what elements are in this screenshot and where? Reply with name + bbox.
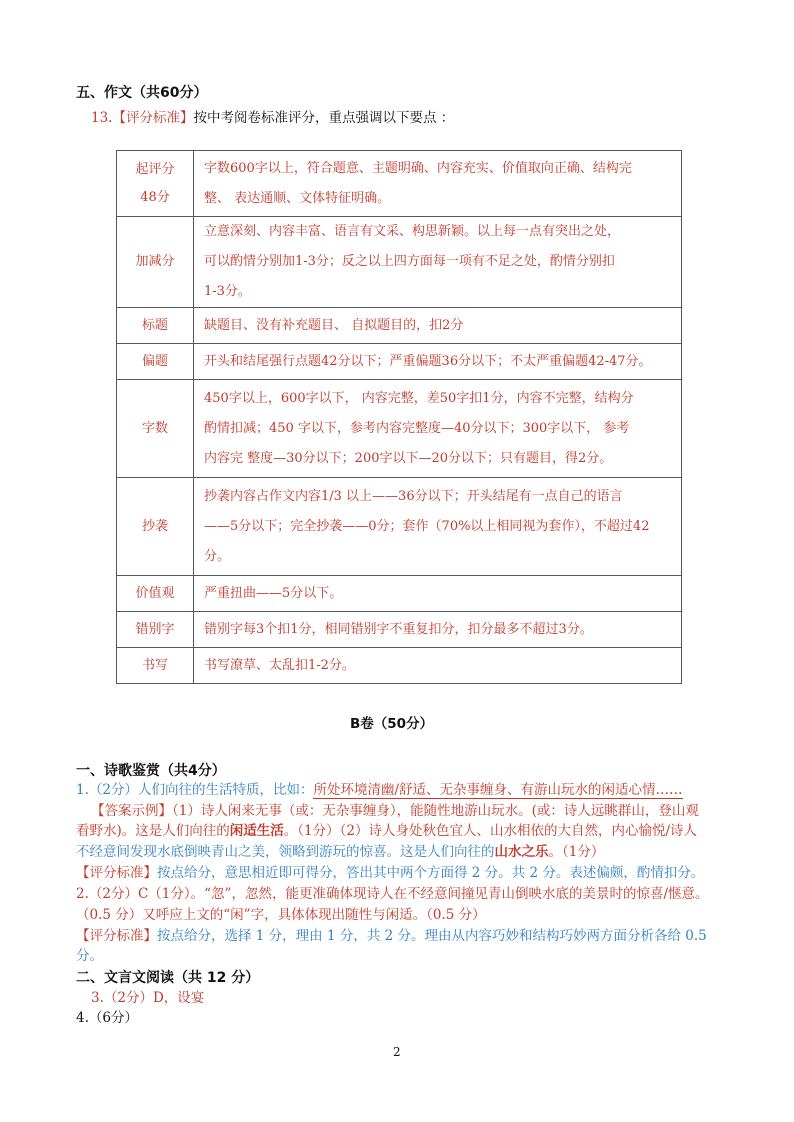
rubric-criteria-line: 严重扭曲——5分以下。 xyxy=(204,585,343,601)
rubric-criteria-line: 450字以上，600字以下， 内容完整，差50字扣1分，内容不完整，结构分 xyxy=(204,390,634,406)
scoring-rubric-table xyxy=(116,150,682,684)
rubric-label xyxy=(117,612,194,648)
rubric-label-line: 错别字 xyxy=(135,621,175,637)
q1-standard-tag: 【评分标准】 xyxy=(76,865,157,881)
rubric-criteria xyxy=(194,576,682,612)
rubric-criteria-line: 开头和结尾强行点题42分以下；严重偏题36分以下；不太严重偏题42-47分。 xyxy=(204,353,652,369)
rubric-criteria-line: 分。 xyxy=(204,548,231,564)
rubric-criteria-line: 内容完 整度—30分以下；200字以下—20分以下；只有题目，得2分。 xyxy=(204,450,613,466)
example-text-3c: 。（1分） xyxy=(548,844,605,860)
q13-text: 按中考阅卷标准评分，重点强调以下要点 ： xyxy=(193,110,455,126)
rubric-criteria-line: 立意深刻、内容丰富、语言有文采、构思新颖。以上每一点有突出之处， xyxy=(204,224,621,239)
rubric-label xyxy=(117,151,194,217)
rubric-row xyxy=(117,308,682,344)
example-text-1: （1）诗人闲来无事（或：无杂事缠身），能随性地游山玩水。(或：诗人远眺群山，登山观 xyxy=(172,803,699,819)
example-text-2a: 看野水)。这是人们向往的 xyxy=(76,823,230,839)
q2-standard-text-1: 按点给分，选择 1 分，理由 1 分，共 2 分。理由从内容巧妙和结构巧妙两方面分析各给 0.5 xyxy=(157,928,707,944)
q2-standard-tag: 【评分标准】 xyxy=(76,928,157,944)
rubric-label xyxy=(117,478,194,576)
q2-line-1: 2.（2分）C（1分）。“忽”，忽然，能更准确体现诗人在不经意间撞见青山倒映水底的美景时的惊喜/惬意。 xyxy=(76,886,709,902)
rubric-label xyxy=(117,648,194,684)
rubric-label xyxy=(117,344,194,380)
page-number: 2 xyxy=(393,1045,401,1059)
rubric-criteria-line: 抄袭内容占作文内容1/3 以上——36分以下；开头结尾有一点自己的语言 xyxy=(204,488,623,504)
section-heading-classical: 二、文言文阅读（共 12 分） xyxy=(76,970,260,986)
rubric-row xyxy=(117,648,682,684)
rubric-criteria xyxy=(194,380,682,478)
rubric-label xyxy=(117,217,194,308)
section-b-title: B卷（50分） xyxy=(350,716,434,732)
rubric-criteria-line: 书写潦草、太乱扣1-2分。 xyxy=(204,657,355,673)
rubric-criteria xyxy=(194,648,682,684)
q1-underlined-answer: 所处环境清幽/舒适、无杂事缠身、有游山玩水的闲适心情…… xyxy=(313,782,683,798)
rubric-criteria xyxy=(194,217,682,308)
rubric-label-line: 抄袭 xyxy=(141,518,168,534)
rubric-criteria xyxy=(194,308,682,344)
rubric-label xyxy=(117,308,194,344)
example-tag: 【答案示例】 xyxy=(91,803,172,819)
example-line-3 xyxy=(76,843,604,862)
q13-number: 13. xyxy=(91,110,113,126)
rubric-label-line: 字数 xyxy=(141,420,168,436)
rubric-row xyxy=(117,478,682,576)
rubric-label-line: 加减分 xyxy=(135,254,175,269)
rubric-label-line: 偏题 xyxy=(141,353,168,369)
rubric-row xyxy=(117,612,682,648)
rubric-row xyxy=(117,151,682,217)
rubric-criteria-line: ——5分以下；完全抄袭——0分；套作（70%以上相同视为套作），不超过42 xyxy=(204,518,650,534)
rubric-criteria-line: 缺题目、没有补充题目、 自拟题目的，扣2分 xyxy=(204,317,464,333)
rubric-label xyxy=(117,380,194,478)
q1-line xyxy=(76,781,683,800)
rubric-row xyxy=(117,576,682,612)
q2-standard-text-2: 分。 xyxy=(76,948,103,964)
example-text-2c: 。（1分）（2）诗人身处秋色宜人、山水相依的大自然，内心愉悦/诗人 xyxy=(283,823,698,839)
rubric-label-line: 48分 xyxy=(140,189,170,205)
rubric-criteria xyxy=(194,344,682,380)
rubric-label-line: 价值观 xyxy=(135,585,175,601)
rubric-label-line: 起评分 xyxy=(135,161,175,177)
q4-line: 4.（6分） xyxy=(76,1010,138,1026)
example-keyword-leisure: 闲适生活 xyxy=(229,823,284,839)
rubric-label xyxy=(117,576,194,612)
q3-line: 3.（2分）D，设宴 xyxy=(91,990,205,1006)
example-keyword-landscape: 山水之乐 xyxy=(494,844,549,860)
rubric-criteria-line: 酌情扣减；450 字以下，参考内容完整度—40分以下；300字以下， 参考 xyxy=(204,420,630,436)
q2-standard-line xyxy=(76,927,707,946)
rubric-row xyxy=(117,344,682,380)
example-line-2 xyxy=(76,822,697,841)
rubric-label-line: 书写 xyxy=(141,657,168,673)
rubric-row xyxy=(117,217,682,308)
rubric-criteria-line: 字数600字以上，符合题意、主题明确、内容充实、价值取向正确、结构完 xyxy=(204,160,632,176)
q1-standard-text: 按点给分，意思相近即可得分，答出其中两个方面得 2 分。共 2 分。表述偏颇，酌情扣分。 xyxy=(157,865,705,881)
q2-line-2: （0.5 分）又呼应上文的“闲”字，具体体现出随性与闲适。（0.5 分） xyxy=(76,907,486,923)
rubric-criteria xyxy=(194,612,682,648)
section-heading-poetry: 一、诗歌鉴赏（共4分） xyxy=(76,763,226,779)
example-line-1 xyxy=(91,802,699,821)
rubric-criteria-line: 可以酌情分别加1-3分；反之以上四方面每一项有不足之处，酌情分别扣 xyxy=(204,254,615,269)
rubric-label-line: 标题 xyxy=(141,317,168,333)
q1-prefix: 1.（2分）人们向往的生活特质，比如： xyxy=(76,782,314,798)
example-text-3a: 不经意间发现水底倒映青山之美，领略到游玩的惊喜。这是人们向往的 xyxy=(76,844,495,860)
rubric-row xyxy=(117,380,682,478)
rubric-criteria-line: 整、 表达通顺、文体特征明确。 xyxy=(204,190,391,206)
q13-line xyxy=(91,109,454,128)
q1-standard-line xyxy=(76,864,704,883)
section-heading-composition: 五、作文（共60分） xyxy=(76,85,208,101)
rubric-criteria xyxy=(194,151,682,217)
rubric-criteria xyxy=(194,478,682,576)
rubric-criteria-line: 错别字每3个扣1分，相同错别字不重复扣分，扣分最多不超过3分。 xyxy=(204,621,593,637)
rubric-criteria-line: 1-3分。 xyxy=(204,284,251,299)
q13-tag: 【评分标准】 xyxy=(112,110,194,126)
